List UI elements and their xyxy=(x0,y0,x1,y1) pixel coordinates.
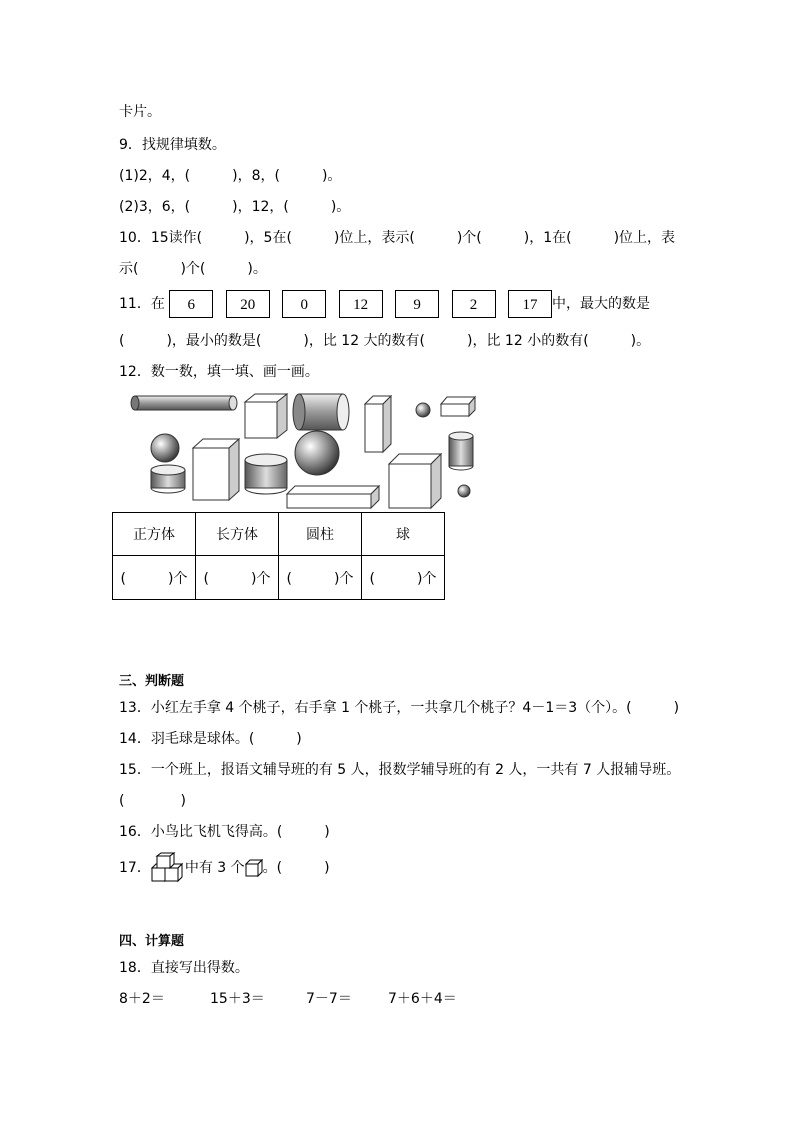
q11-suffix: 中，最大的数是 xyxy=(552,296,650,312)
cuboid-shape xyxy=(287,486,379,508)
cylinder-shape xyxy=(151,465,185,493)
section4-title: 四、计算题 xyxy=(119,934,185,949)
cube-shape xyxy=(245,394,287,438)
q17-middle: 中有 3 个 xyxy=(184,860,245,876)
q9-line1: (1)2，4，( )，8，( )。 xyxy=(119,168,342,184)
q9-title: 9．找规律填数。 xyxy=(119,137,226,153)
ball-shape xyxy=(458,485,470,497)
cube-icon xyxy=(245,859,263,877)
ball-shape xyxy=(416,403,430,417)
section3-title: 三、判断题 xyxy=(119,674,185,689)
q17-prefix: 17． xyxy=(119,860,151,876)
cuboid-shape xyxy=(365,396,391,452)
q14: 14．羽毛球是球体。( ) xyxy=(119,731,302,747)
calc-item: 7＋6＋4＝ xyxy=(388,991,457,1007)
q13: 13．小红左手拿 4 个桃子，右手拿 1 个桃子，一共拿几个桃子？4－1＝3（个）。( ) xyxy=(119,700,680,716)
cylinder-shape xyxy=(293,394,349,430)
number-card: 6 xyxy=(169,290,213,318)
q16: 16．小鸟比飞机飞得高。( ) xyxy=(119,824,330,840)
q15-line2: ( ) xyxy=(119,793,186,809)
cylinder-rod xyxy=(131,396,237,410)
count-blank-cylinder[interactable]: ( )个 xyxy=(279,556,362,600)
number-card: 9 xyxy=(395,290,439,318)
number-card: 20 xyxy=(226,290,270,318)
q12-title: 12．数一数，填一填、画一画。 xyxy=(119,364,319,380)
header-cuboid: 长方体 xyxy=(196,513,279,556)
q8-tail: 卡片。 xyxy=(119,104,161,120)
ball-shape xyxy=(295,431,339,475)
calc-item: 8＋2＝ xyxy=(119,991,165,1007)
q15-line1: 15．一个班上，报语文辅导班的有 5 人，报数学辅导班的有 2 人，一共有 7 人报辅导班。 xyxy=(119,762,681,778)
number-card: 12 xyxy=(339,290,383,318)
q11-prefix: 11．在 xyxy=(119,296,165,312)
q11-line1 xyxy=(119,289,650,319)
q10-line2: 示( )个( )。 xyxy=(119,261,267,277)
number-card: 2 xyxy=(452,290,496,318)
q9-line2: (2)3，6，( )，12，( )。 xyxy=(119,199,351,215)
q17 xyxy=(119,852,330,884)
calc-item: 15＋3＝ xyxy=(210,991,265,1007)
header-cylinder: 圆柱 xyxy=(279,513,362,556)
cylinder-shape xyxy=(245,454,287,494)
q11-line2: ( )，最小的数是( )，比 12 大的数有( )，比 12 小的数有( )。 xyxy=(119,333,651,349)
header-sphere: 球 xyxy=(362,513,445,556)
calc-item: 7－7＝ xyxy=(306,991,352,1007)
count-blank-cube[interactable]: ( )个 xyxy=(113,556,196,600)
cuboid-shape xyxy=(441,397,475,416)
header-cube: 正方体 xyxy=(113,513,196,556)
cube-stack-icon xyxy=(151,852,185,884)
ball-shape xyxy=(151,434,179,462)
number-card: 17 xyxy=(508,290,552,318)
cube-shape xyxy=(389,454,441,508)
count-blank-sphere[interactable]: ( )个 xyxy=(362,556,445,600)
number-card: 0 xyxy=(282,290,326,318)
q10-line1: 10．15读作( )，5在( )位上，表示( )个( )，1在( )位上，表 xyxy=(119,230,676,246)
cylinder-shape xyxy=(449,432,473,470)
count-blank-cuboid[interactable]: ( )个 xyxy=(196,556,279,600)
q18-title: 18．直接写出得数。 xyxy=(119,960,249,976)
shapes-figure xyxy=(127,390,487,510)
q17-suffix: 。( ) xyxy=(262,860,330,876)
shape-count-table xyxy=(112,512,445,600)
cuboid-shape xyxy=(193,439,239,500)
